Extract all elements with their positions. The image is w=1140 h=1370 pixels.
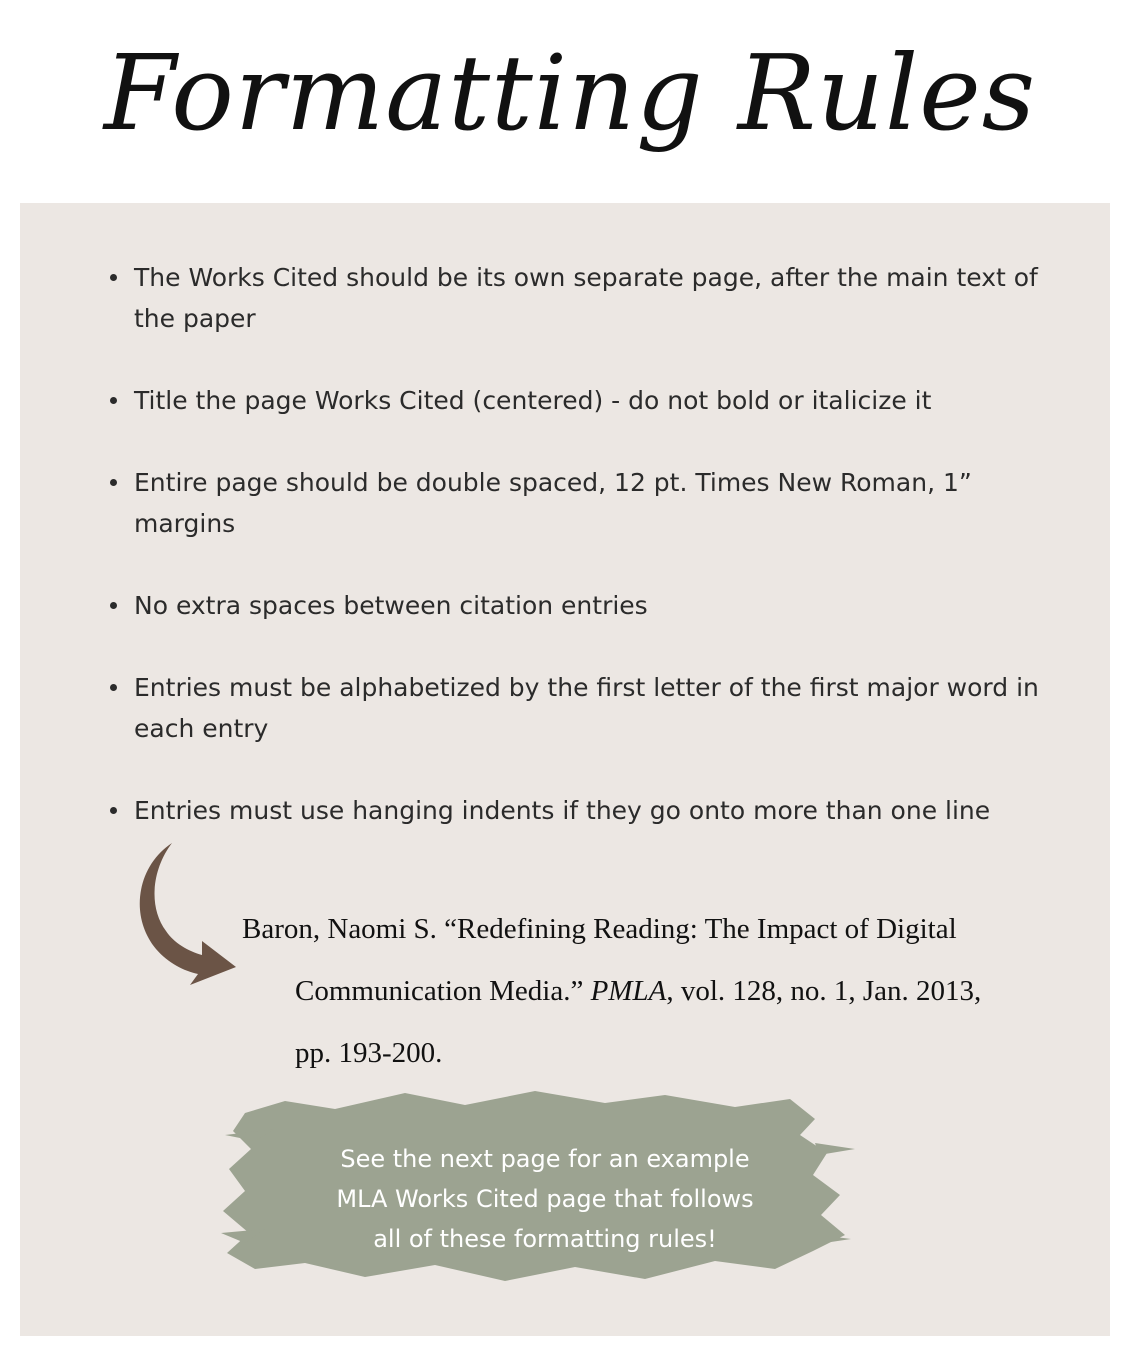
page-title: Formatting Rules — [103, 32, 1037, 154]
rule-item: Entries must use hanging indents if they go onto more than one line — [110, 790, 1050, 831]
rules-list — [110, 257, 1050, 872]
rules-panel — [20, 203, 1110, 1336]
rule-item: Title the page Works Cited (centered) - do not bold or italicize it — [110, 380, 1050, 421]
citation-text-end: , vol. 128, no. 1, Jan. 2013, pp. 193-200. — [295, 975, 982, 1069]
rule-item: The Works Cited should be its own separate page, after the main text of the paper — [110, 257, 1050, 339]
rule-item: Entire page should be double spaced, 12 pt. Times New Roman, 1” margins — [110, 462, 1050, 544]
callout-text: See the next page for an example MLA Works Cited page that follows all of these formatting rules! — [336, 1145, 754, 1253]
rule-item: Entries must be alphabetized by the first letter of the first major word in each entry — [110, 667, 1050, 749]
example-citation — [242, 898, 995, 1084]
citation-text-start: Baron, Naomi S. “Redefining Reading: The Impact of Digital Communication Media.” — [242, 913, 957, 1007]
rule-item: No extra spaces between citation entries — [110, 585, 1050, 626]
citation-journal: PMLA — [590, 975, 667, 1007]
curved-arrow-icon — [132, 839, 242, 989]
